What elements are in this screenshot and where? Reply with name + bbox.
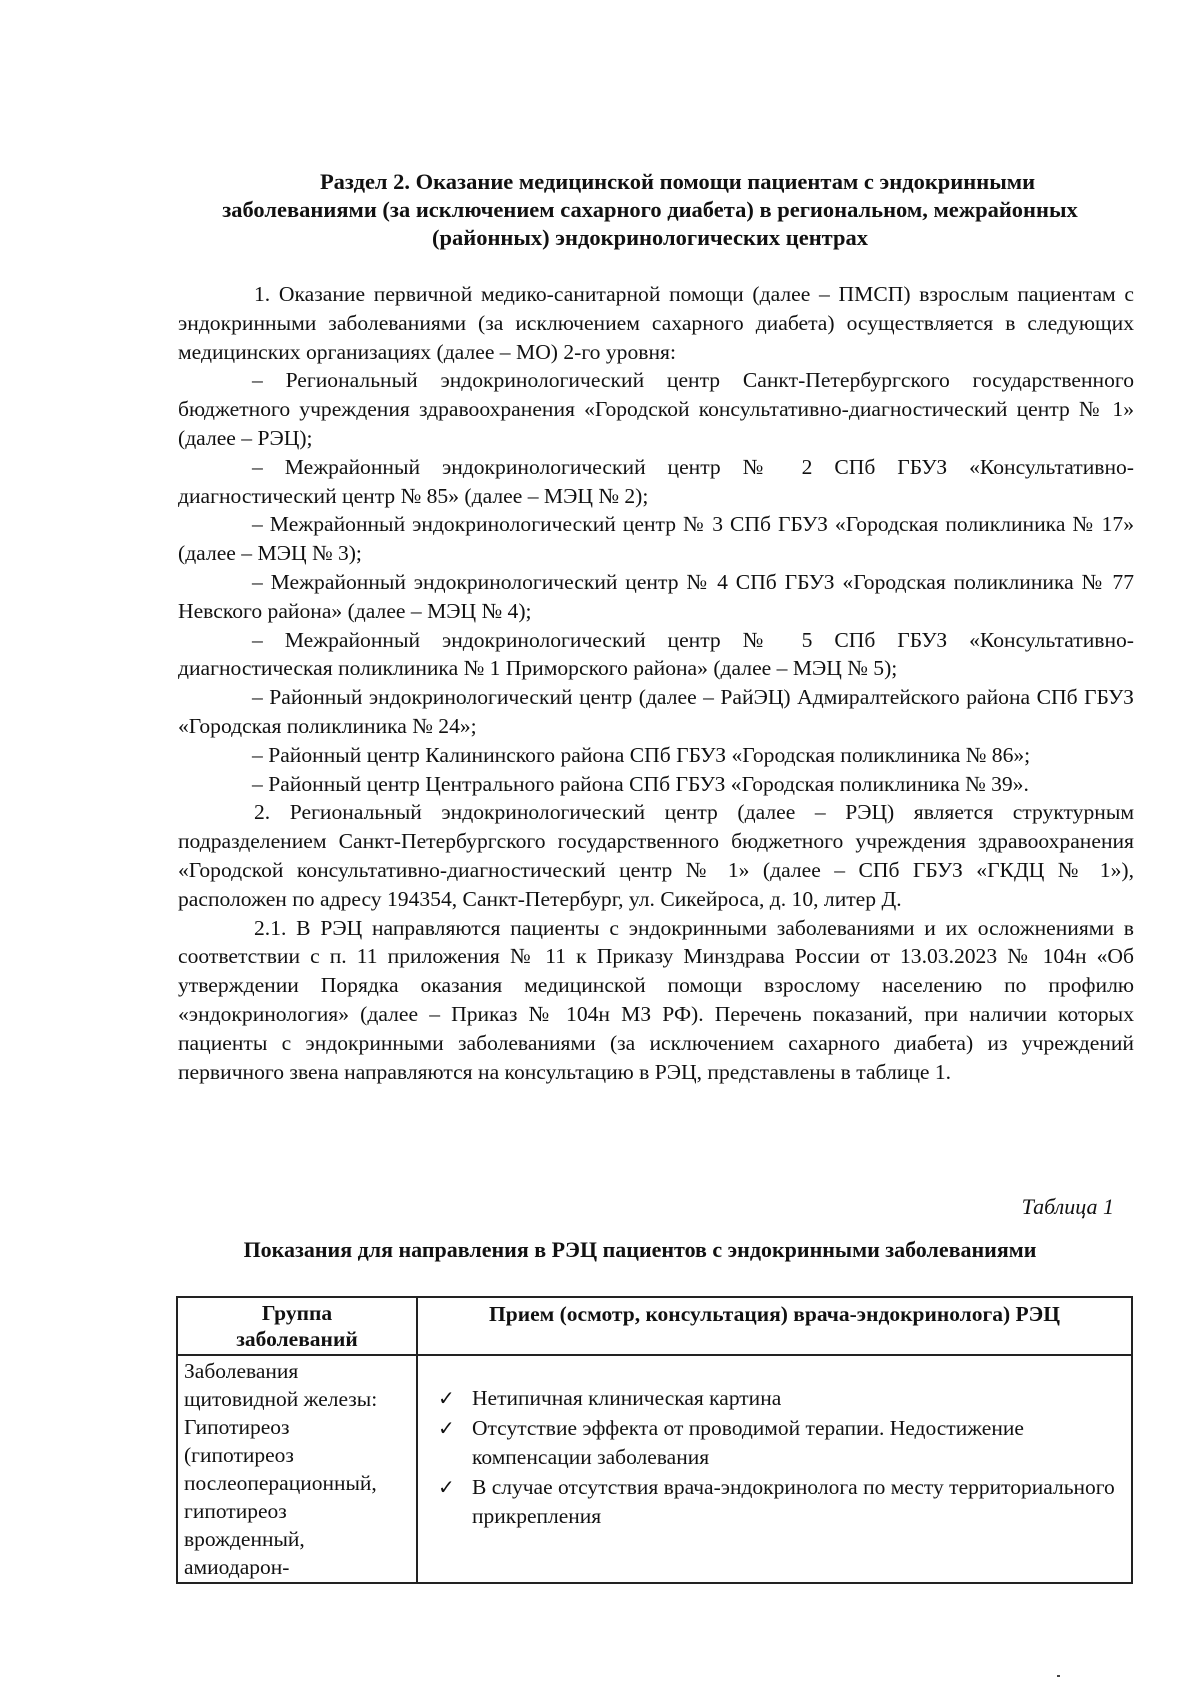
scan-speck [1057, 1675, 1060, 1677]
indications-table [176, 1296, 1133, 1584]
checkmark-icon: ✓ [438, 1386, 455, 1410]
mo-list-item: – Районный центр Центрального района СПб ГБУЗ «Городская поликлиника № 39». [252, 771, 1029, 796]
table-row [177, 1355, 1132, 1583]
criteria-item [438, 1384, 1121, 1413]
criteria-text: Нетипичная клиническая картина [472, 1386, 782, 1410]
table-title: Показания для направления в РЭЦ пациентов с эндокринными заболеваниями [243, 1237, 1037, 1262]
mo-list-item: – Региональный эндокринологический центр Санкт-Петербургского государственного бюджетного учреждения здравоохранения «Городской консультативно-диагностический центр № 1» (далее – РЭЦ); [178, 368, 1134, 450]
criteria-text: Отсутствие эффекта от проводимой терапии. Недостижение компенсации заболевания [472, 1416, 1024, 1469]
paragraph-1: 1. Оказание первичной медико-санитарной помощи (далее – ПМСП) взрослым пациентам с эндокринными заболеваниями (за исключением сахарного диабета) осуществляется в следующих медицинских организациях (далее – МО) 2-го уровня: [178, 282, 1134, 364]
criteria-item [438, 1473, 1121, 1531]
mo-list-item: – Межрайонный эндокринологический центр № 3 СПб ГБУЗ «Городская поликлиника № 17» (далее – МЭЦ № 3); [178, 512, 1134, 566]
table-header-row [177, 1297, 1132, 1355]
body-text [178, 280, 1134, 1086]
disease-group-line: Заболевания [184, 1359, 299, 1383]
disease-group-line: врожденный, [184, 1527, 305, 1551]
checkmark-icon: ✓ [438, 1475, 455, 1499]
mo-list-item: – Районный эндокринологический центр (далее – РайЭЦ) Адмиралтейского района СПб ГБУЗ «Городская поликлиника № 24»; [178, 685, 1134, 738]
paragraph-2: 2. Региональный эндокринологический центр (далее – РЭЦ) является структурным подразделением Санкт-Петербургского государственного бюджетного учреждения здравоохранения «Городской консультативно-диагностический центр № 1» (далее – СПб ГБУЗ «ГКДЦ № 1»), расположен по адресу 194354, Санкт-Петербург, ул. Сикейроса, д. 10, литер Д. [178, 800, 1134, 911]
disease-group-line: Гипотиреоз [184, 1415, 290, 1439]
disease-group-line: амиодарон- [184, 1555, 290, 1579]
heading-line-1: Раздел 2. Оказание медицинской помощи пациентам с эндокринными [319, 169, 1036, 194]
mo-list-item: – Районный центр Калининского района СПб ГБУЗ «Городская поликлиника № 86»; [252, 742, 1031, 767]
section-heading [170, 168, 1130, 252]
disease-group-line: послеоперационный, [184, 1471, 377, 1495]
paragraph-2-1: 2.1. В РЭЦ направляются пациенты с эндокринными заболеваниями и их осложнениями в соответствии с п. 11 приложения № 11 к Приказу Минздрава России от 13.03.2023 № 104н «Об утверждении Порядка оказания медицинской помощи взрослому населению по профилю «эндокринология» (далее – Приказ № 104н МЗ РФ). Перечень показаний, при наличии которых пациенты с эндокринными заболеваниями (за исключением сахарного диабета) из учреждений первичного звена направляются на консультацию в РЭЦ, представлены в таблице 1. [178, 915, 1134, 1084]
checkmark-icon: ✓ [438, 1416, 455, 1440]
criteria-text: В случае отсутствия врача-эндокринолога по месту территориального прикрепления [472, 1475, 1115, 1528]
heading-line-2: заболеваниями (за исключением сахарного диабета) в региональном, межрайонных [222, 197, 1078, 222]
criteria-list [438, 1384, 1121, 1531]
mo-list-item: – Межрайонный эндокринологический центр № 2 СПб ГБУЗ «Консультативно-диагностический центр № 85» (далее – МЭЦ № 2); [178, 454, 1134, 508]
disease-group-line: (гипотиреоз [184, 1443, 294, 1467]
table-caption: Таблица 1 [1021, 1194, 1114, 1219]
column-header-group-line: Группа [261, 1301, 333, 1325]
criteria-item [438, 1414, 1121, 1472]
column-header-group [177, 1297, 417, 1355]
disease-group-cell [177, 1355, 417, 1583]
mo-list-item: – Межрайонный эндокринологический центр № 5 СПб ГБУЗ «Консультативно-диагностическая поликлиника № 1 Приморского района» (далее – МЭЦ № 5); [178, 627, 1134, 681]
mo-list-item: – Межрайонный эндокринологический центр № 4 СПб ГБУЗ «Городская поликлиника № 77 Невского района» (далее – МЭЦ № 4); [178, 569, 1134, 623]
heading-line-3: (районных) эндокринологических центрах [431, 225, 869, 250]
disease-group-line: гипотиреоз [184, 1499, 287, 1523]
disease-group-line: щитовидной железы: [184, 1387, 378, 1411]
criteria-cell [417, 1355, 1132, 1583]
column-header-group-line: заболеваний [236, 1327, 358, 1351]
column-header-reception: Прием (осмотр, консультация) врача-эндокринолога) РЭЦ [417, 1297, 1132, 1355]
